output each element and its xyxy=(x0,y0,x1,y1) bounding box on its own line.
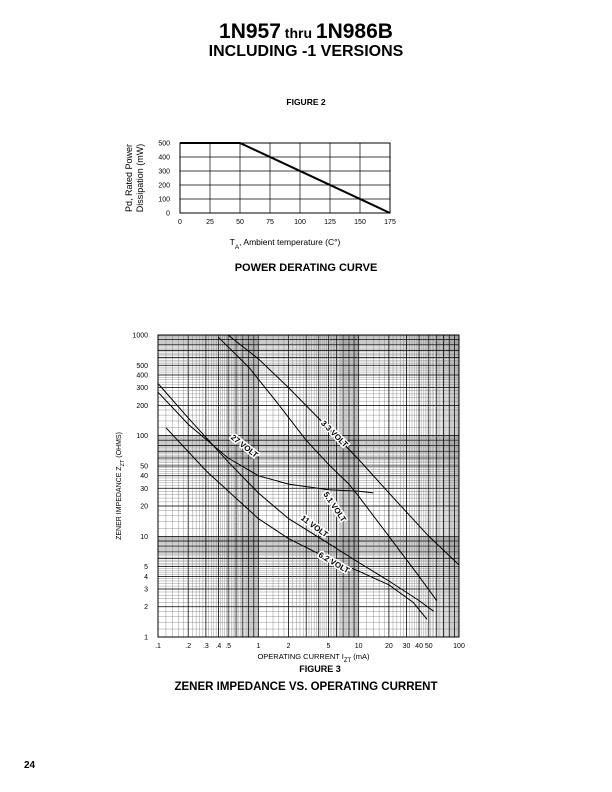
chart2-ylabel-rest: (OHMS) xyxy=(116,432,123,460)
part-main: 1N957 xyxy=(219,20,281,43)
chart1-frame xyxy=(180,143,390,213)
chart1-y-tick-label: 200 xyxy=(158,182,170,190)
chart2-x-tick-label: 50 xyxy=(424,643,433,650)
chart2-y-tick-label: 50 xyxy=(140,463,148,471)
chart2-x-tick-label: 30 xyxy=(402,643,411,650)
chart2-ylabel-sub: ZT xyxy=(120,459,126,467)
chart2-series-label: 11 VOLT xyxy=(299,513,330,540)
chart2-series-label: 5.1 VOLT xyxy=(321,490,348,524)
chart2-x-tick-label: .4 xyxy=(215,643,222,650)
figure3-caption: ZENER IMPEDANCE VS. OPERATING CURRENT xyxy=(174,681,438,693)
page-number: 24 xyxy=(24,760,36,771)
chart2-y-tick-label: 300 xyxy=(136,385,148,393)
chart1-y-tick-label: 0 xyxy=(166,210,170,218)
figure3-label: FIGURE 3 xyxy=(299,664,341,674)
part-end: 1N986B xyxy=(315,20,393,43)
chart2-y-tick-label: 1 xyxy=(144,634,148,642)
chart2-x-tick-label: .1 xyxy=(155,643,161,650)
chart1-xlabel-rest: , Ambient temperature (C°) xyxy=(239,237,341,247)
chart2-x-tick-label: 10 xyxy=(354,643,363,650)
chart2-y-tick-label: 3 xyxy=(144,586,148,594)
chart1-x-tick-label: 150 xyxy=(354,219,366,226)
chart2-x-tick-label: 40 xyxy=(415,643,423,650)
chart1-x-tick-label: 25 xyxy=(206,219,214,226)
chart1-y-axis-label-line2: Dissipation (mW) xyxy=(135,143,145,213)
chart1-xlabel-sub: A xyxy=(234,243,240,251)
chart1-y-tick-label: 300 xyxy=(158,168,170,176)
chart2-series-label: 3.3 VOLT xyxy=(319,418,350,450)
page-subtitle: INCLUDING -1 VERSIONS xyxy=(208,43,404,60)
chart1-x-tick-label: 100 xyxy=(294,219,306,226)
chart2-y-tick-label: 500 xyxy=(136,362,148,370)
chart2-frame xyxy=(158,335,459,637)
chart2-x-tick-label: 1 xyxy=(256,643,261,650)
chart2-y-tick-label: 40 xyxy=(140,473,148,481)
chart2-x-tick-label: .3 xyxy=(202,643,209,650)
chart2-y-tick-label: 100 xyxy=(136,433,148,441)
chart2-series-line xyxy=(158,384,434,612)
chart2-y-tick-label: 2 xyxy=(144,604,148,612)
chart2-series-label: 27 VOLT xyxy=(229,432,260,460)
chart2-y-tick-label: 10 xyxy=(140,533,148,541)
chart2-y-tick-label: 400 xyxy=(136,372,148,380)
figure2-label: FIGURE 2 xyxy=(286,97,326,107)
chart2-x-axis-label xyxy=(257,652,370,664)
chart1-x-tick-label: 75 xyxy=(266,219,274,226)
chart2-x-tick-label: .5 xyxy=(225,643,232,650)
chart2-y-tick-label: 30 xyxy=(140,485,148,493)
chart2-xlabel-sub: ZT xyxy=(343,658,352,664)
chart2-x-tick-label: 100 xyxy=(453,643,465,650)
chart2-x-tick-label: 2 xyxy=(286,643,291,650)
chart1-y-tick-label: 400 xyxy=(158,154,170,162)
chart2-ylabel-main: ZENER IMPEDANCE Z xyxy=(116,466,123,540)
chart1-x-axis-label xyxy=(230,237,341,251)
chart2-x-tick-label: 20 xyxy=(384,643,393,650)
chart1-grid xyxy=(180,143,390,213)
chart2-x-tick-label: .2 xyxy=(185,643,192,650)
chart2-y-tick-label: 20 xyxy=(140,503,148,511)
figure2-caption: POWER DERATING CURVE xyxy=(234,262,378,274)
chart1-xlabel-main: T xyxy=(229,237,235,247)
chart1-y-tick-label: 100 xyxy=(158,196,170,204)
chart1-x-tick-label: 0 xyxy=(178,219,182,226)
part-thru: thru xyxy=(280,25,316,41)
chart2-xlabel-main: OPERATING CURRENT I xyxy=(257,652,344,661)
chart2-grid xyxy=(158,335,459,637)
chart1-series-line xyxy=(180,143,390,213)
chart1-x-tick-label: 175 xyxy=(384,219,396,226)
chart2-y-tick-label: 4 xyxy=(144,573,148,581)
chart1-x-tick-label: 50 xyxy=(236,219,244,226)
chart2-y-axis-label xyxy=(116,432,126,540)
chart2-x-tick-label: 5 xyxy=(326,643,331,650)
chart1-x-tick-label: 125 xyxy=(324,219,336,226)
chart2-y-tick-label: 1000 xyxy=(132,332,148,340)
chart1-y-axis-label-line1: Pd, Rated Power xyxy=(124,143,134,213)
chart2-y-tick-label: 5 xyxy=(144,564,148,572)
chart2-series-label: 6.2 VOLT xyxy=(316,550,351,576)
chart2-y-tick-label: 200 xyxy=(136,402,148,410)
chart1-y-tick-label: 500 xyxy=(158,140,170,148)
chart2-xlabel-rest: (mA) xyxy=(351,652,370,661)
